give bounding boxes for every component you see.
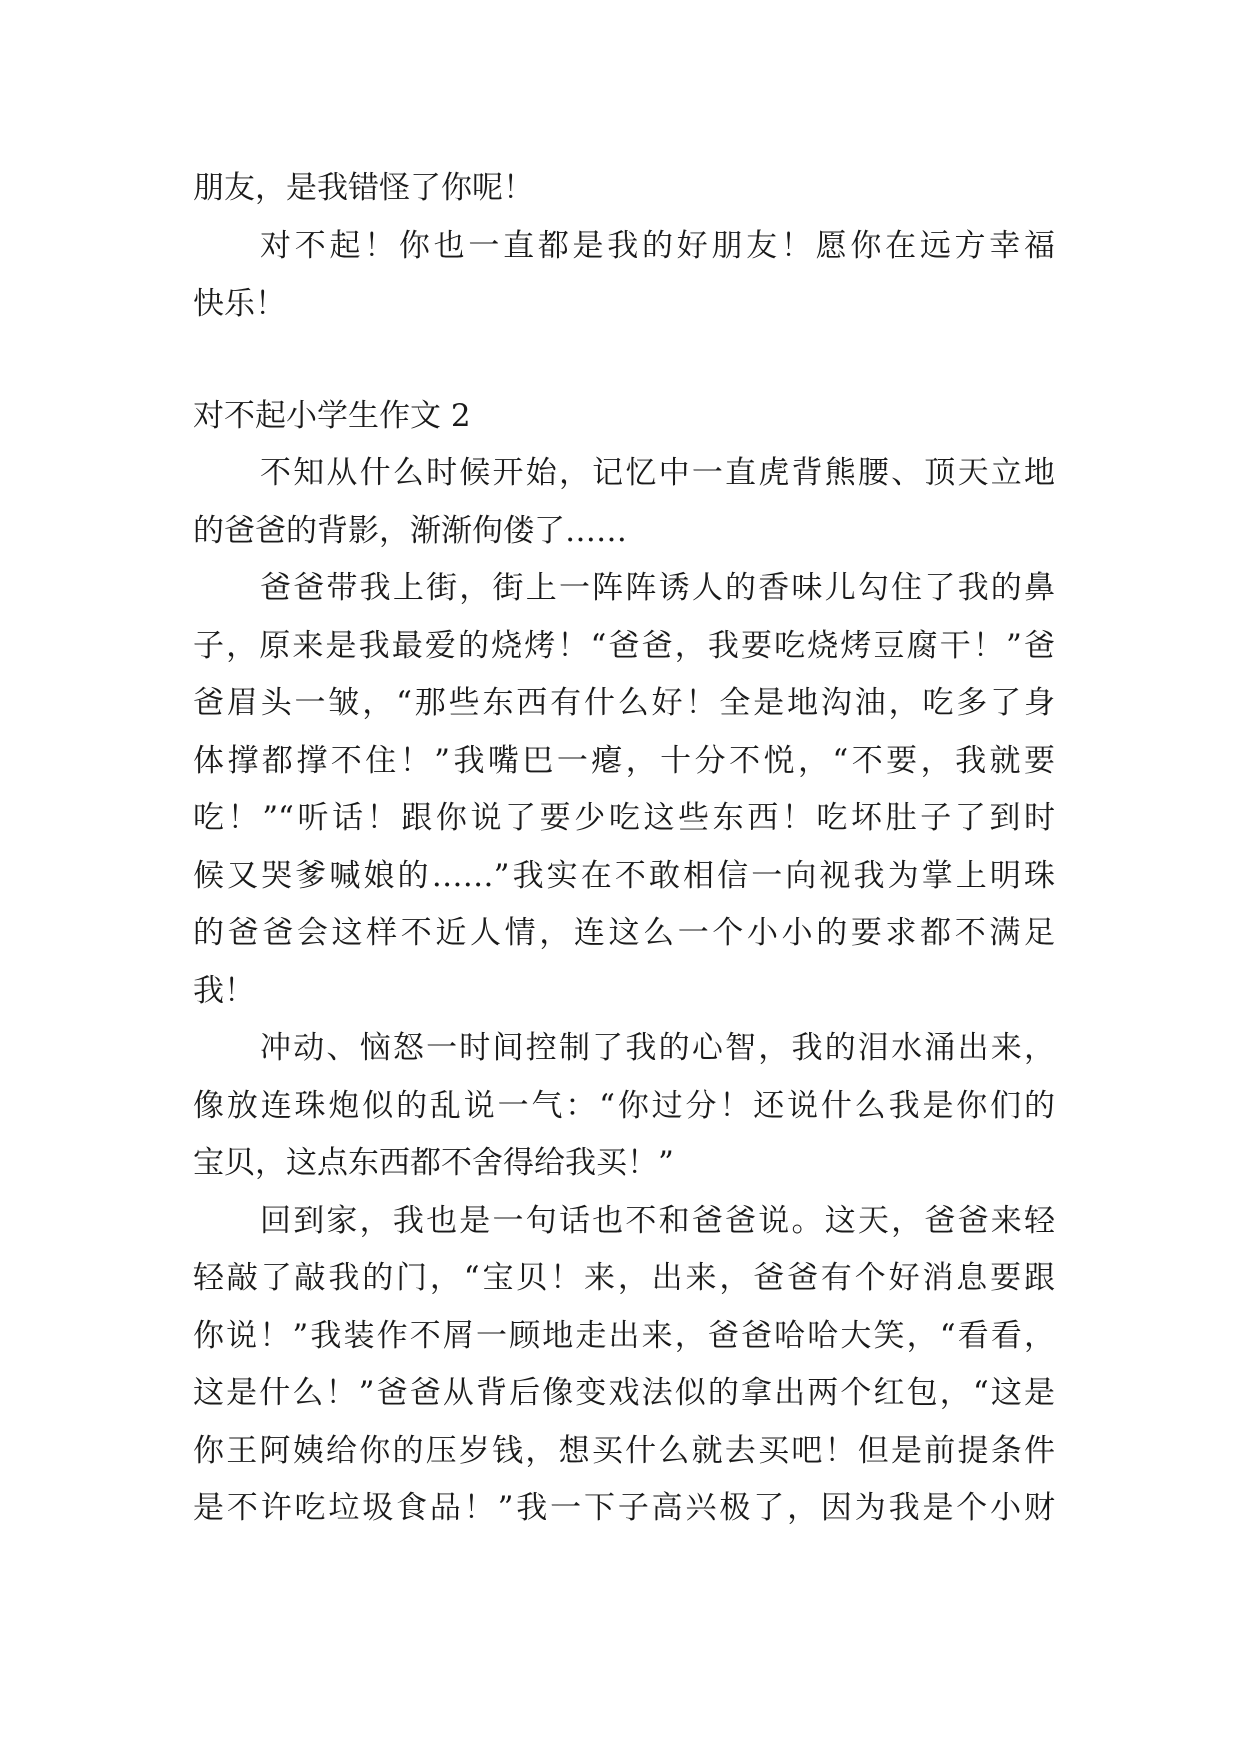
paragraph-line: 朋友，是我错怪了你呢！ xyxy=(193,170,534,206)
paragraph-line: 你王阿姨给你的压岁钱，想买什么就去买吧！但是前提条件 xyxy=(193,1433,1055,1469)
paragraph-line: 我！ xyxy=(193,973,255,1009)
paragraph-line: 吃！”“听话！跟你说了要少吃这些东西！吃坏肚子了到时 xyxy=(193,800,1055,836)
paragraph-line: 爸爸带我上街，街上一阵阵诱人的香味儿勾住了我的鼻 xyxy=(260,570,1055,606)
paragraph-line: 不知从什么时候开始，记忆中一直虎背熊腰、顶天立地 xyxy=(260,455,1055,491)
paragraph-line: 对不起！你也一直都是我的好朋友！愿你在远方幸福 xyxy=(260,228,1055,264)
paragraph-line: 爸眉头一皱，“那些东西有什么好！全是地沟油，吃多了身 xyxy=(193,685,1055,721)
paragraph-line: 的爸爸的背影，渐渐佝偻了…… xyxy=(193,513,627,549)
paragraph-line: 像放连珠炮似的乱说一气：“你过分！还说什么我是你们的 xyxy=(193,1088,1055,1124)
section-heading: 对不起小学生作文 2 xyxy=(193,398,471,434)
paragraph-line: 你说！”我装作不屑一顾地走出来，爸爸哈哈大笑，“看看， xyxy=(193,1318,1055,1354)
paragraph-line: 体撑都撑不住！”我嘴巴一瘪，十分不悦，“不要，我就要 xyxy=(193,743,1055,779)
paragraph-line: 子，原来是我最爱的烧烤！“爸爸，我要吃烧烤豆腐干！”爸 xyxy=(193,628,1055,664)
paragraph-line: 的爸爸会这样不近人情，连这么一个小小的要求都不满足 xyxy=(193,915,1055,951)
paragraph-line: 候又哭爹喊娘的……”我实在不敢相信一向视我为掌上明珠 xyxy=(193,858,1055,894)
paragraph-line: 冲动、恼怒一时间控制了我的心智，我的泪水涌出来， xyxy=(260,1030,1055,1066)
paragraph-line: 快乐！ xyxy=(193,286,286,322)
paragraph-line: 是不许吃垃圾食品！”我一下子高兴极了，因为我是个小财 xyxy=(193,1490,1055,1526)
paragraph-line: 回到家，我也是一句话也不和爸爸说。这天，爸爸来轻 xyxy=(260,1203,1055,1239)
paragraph-line: 轻敲了敲我的门，“宝贝！来，出来，爸爸有个好消息要跟 xyxy=(193,1260,1055,1296)
paragraph-line: 宝贝，这点东西都不舍得给我买！” xyxy=(193,1145,674,1181)
paragraph-line: 这是什么！”爸爸从背后像变戏法似的拿出两个红包，“这是 xyxy=(193,1375,1055,1411)
